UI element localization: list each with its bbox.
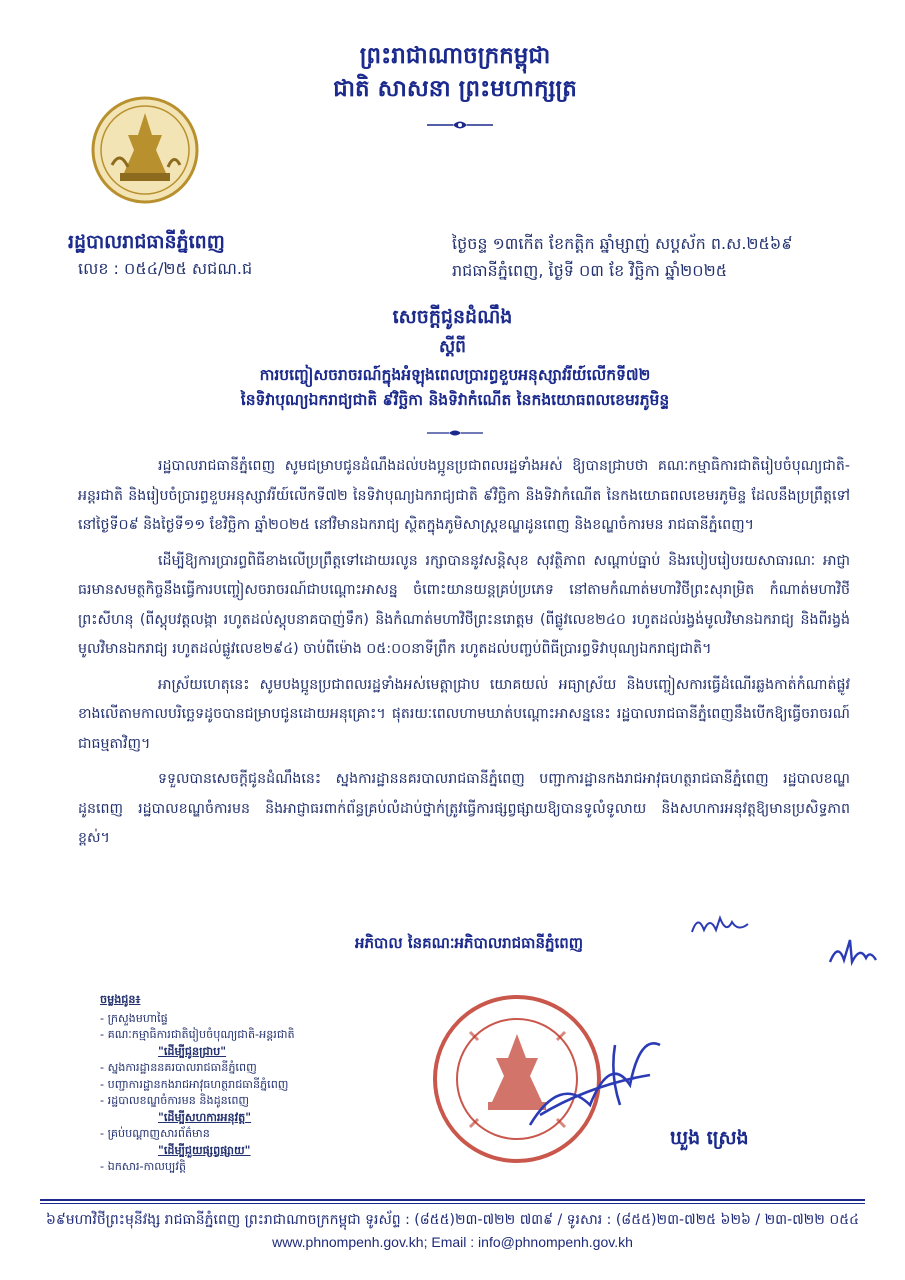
subject-divider-icon [425,428,485,438]
paragraph-4: ទទួលបានសេចក្ដីជូនដំណឹងនេះ ស្នងការដ្ឋាននគរបាលរាជធានីភ្នំពេញ បញ្ជាការដ្ឋានកងរាជអាវុធហត្ថរាជធានីភ្នំពេញ រដ្ឋបាលខណ្ឌដូនពេញ រដ្ឋបាលខណ្ឌចំការមន និងអាជ្ញាធរពាក់ព័ន្ធគ្រប់លំដាប់ថ្នាក់ត្រូវធ្វើការផ្សព្វផ្សាយឱ្យបានទូលំទូលាយ និងសហការអនុវត្តឱ្យមានប្រសិទ្ធភាពខ្ពស់។ [78,771,850,846]
national-motto: ជាតិ សាសនា ព្រះមហាក្សត្រ [333,76,577,103]
paragraph-2: ដើម្បីឱ្យការប្រារព្ធពិធីខាងលើប្រព្រឹត្តទៅដោយរលូន រក្សាបាននូវសន្តិសុខ សុវត្ថិភាព សណ្ដាប់ធ្នាប់ និងរបៀបរៀបរយសាធារណៈ អាជ្ញាធរមានសមត្ថកិច្ចនឹងធ្វើការបញ្ចៀសចរាចរណ៍ជាបណ្ដោះអាសន្ន ចំពោះយានយន្តគ្រប់ប្រភេទ នៅតាមកំណាត់មហាវិថីព្រះសុរាម្រិត កំណាត់មហាវិថីព្រះសីហនុ (ពីស្តុបវត្តលង្កា រហូតដល់ស្តុបនាគបាញ់ទឹក) និងកំណាត់មហាវិថីព្រះនរោត្តម (ពីផ្លូវលេខ២៤០ រហូតដល់រង្វង់មូលវិមានឯករាជ្យ និងពីរង្វង់មូលវិមានឯករាជ្យ រហូតដល់ផ្លូវលេខ២៩៤) ចាប់ពីម៉ោង ០៥:០០នាទីព្រឹក រហូតដល់បញ្ចប់ពិធីប្រារព្ធទិវាបុណ្យឯករាជ្យជាតិ។ [78,552,850,657]
footer-divider-thin [40,1203,865,1204]
list-item-note: "ដើម្បីជូនជ្រាប" [158,1044,227,1058]
subject-title [150,363,760,413]
list-item-note: "ដើម្បីជួយផ្សព្វផ្សាយ" [158,1143,251,1157]
letter-body [78,452,850,860]
document-type: សេចក្ដីជូនដំណឹង [392,306,513,328]
list-item: - បញ្ជាការដ្ឋានកងរាជអាវុធហត្ថរាជធានីភ្នំពេញ [100,1077,289,1091]
list-item: - ឯកសារ-កាលប្បវត្តិ [100,1160,186,1173]
signatory-title: អភិបាល នៃគណៈអភិបាលរាជធានីភ្នំពេញ [355,934,584,952]
subject-line-2: នៃទិវាបុណ្យឯករាជ្យជាតិ ៩វិច្ឆិកា និងទិវាកំណើត នៃកងយោធពលខេមរភូមិន្ទ [240,390,670,409]
list-item: - ក្រសួងមហាផ្ទៃ [100,1011,168,1025]
subject-line-1: ការបញ្ចៀសចរាចរណ៍ក្នុងអំឡុងពេលប្រារព្ធខួបអនុស្សាវរីយ៍លើកទី៧២ [259,366,651,384]
list-item: - រដ្ឋបាលខណ្ឌចំការមន និងដូនពេញ [100,1094,250,1107]
reference-number: លេខ : ០៥៤/២៥ សជណ.ជ [78,259,253,278]
phnom-penh-emblem-icon [90,95,200,205]
kingdom-name: ព្រះរាជាណាចក្រកម្ពុជា [359,43,551,69]
kingdom-header [290,40,620,107]
paragraph-3: អាស្រ័យហេតុនេះ សូមបងប្អូនប្រជាពលរដ្ឋទាំងអស់មេត្តាជ្រាប យោគយល់ អធ្យាស្រ័យ និងបញ្ចៀសការធ្វើដំណើរឆ្លងកាត់កំណាត់ផ្លូវខាងលើតាមកាលបរិច្ឆេទដូចបានជម្រាបជូនដោយអនុគ្រោះ។ ផុតរយៈពេលហាមឃាត់បណ្ដោះអាសន្ននេះ រដ្ឋបាលរាជធានីភ្នំពេញនឹងបើកឱ្យធ្វើចរាចរណ៍ជាធម្មតាវិញ។ [78,676,850,752]
paragraph-1: រដ្ឋបាលរាជធានីភ្នំពេញ សូមជម្រាបជូនដំណឹងដល់បងប្អូនប្រជាពលរដ្ឋទាំងអស់ ឱ្យបានជ្រាបថា គណៈកម្មាធិការជាតិរៀបចំបុណ្យជាតិ-អន្តរជាតិ និងរៀបចំប្រារព្ធខួបអនុស្សាវរីយ៍លើកទី៧២ នៃទិវាបុណ្យឯករាជ្យជាតិ ៩វិច្ឆិកា និងទិវាកំណើត នៃកងយោធពលខេមរភូមិន្ទ ដែលនឹងប្រព្រឹត្តទៅនៅថ្ងៃទី០៩ និងថ្ងៃទី១១ ខែវិច្ឆិកា ឆ្នាំ២០២៥ នៅវិមានឯករាជ្យ ស្ថិតក្នុងភូមិសាស្ត្រខណ្ឌដូនពេញ និងខណ្ឌចំការមន រាជធានីភ្នំពេញ។ [78,458,850,533]
ornament-divider-icon [425,118,495,132]
footer-address: ៦៩មហាវិថីព្រះមុនីវង្ស រាជធានីភ្នំពេញ ព្រះរាជាណាចក្រកម្ពុជា ទូរស័ព្ទ : (៨៥៥)២៣-៧២២ ៧៣៩ / ទូរសារ : (៨៥៥)២៣-៧២៥ ៦២៦ / ២៣-៧២២ ០៥៤ [45,1212,860,1228]
handwritten-initials-icon [690,912,750,938]
copy-to-header: ចម្លងជូន៖ [100,993,141,1006]
issuing-authority: រដ្ឋបាលរាជធានីភ្នំពេញ [68,231,225,253]
signatory-name: ឃួង ស្រេង [670,1127,749,1149]
list-item: - ស្នងការដ្ឋាននគរបាលរាជធានីភ្នំពេញ [100,1061,257,1074]
footer-divider [40,1199,865,1201]
handwritten-signature-icon [520,1015,670,1140]
list-item: - គណៈកម្មាធិការជាតិរៀបចំបុណ្យជាតិ-អន្តរជាតិ [100,1028,295,1041]
footer-contact-links[interactable]: www.phnompenh.gov.kh; Email : info@phnompenh.gov.kh [272,1234,633,1250]
list-item-note: "ដើម្បីសហការអនុវត្ត" [158,1110,252,1124]
copy-to-list [100,992,350,1176]
about-label: ស្ដីពី [439,337,466,357]
lunar-date: ថ្ងៃចន្ទ ១៣កើត ខែកត្តិក ឆ្នាំម្សាញ់ សប្តស័ក ព.ស.២៥៦៩ [452,234,793,253]
list-item: - គ្រប់បណ្ដាញសារព័ត៌មាន [100,1127,210,1140]
handwritten-initials-icon [826,936,878,968]
solar-date: រាជធានីភ្នំពេញ, ថ្ងៃទី ០៣ ខែ វិច្ឆិកា ឆ្នាំ២០២៥ [452,261,728,280]
